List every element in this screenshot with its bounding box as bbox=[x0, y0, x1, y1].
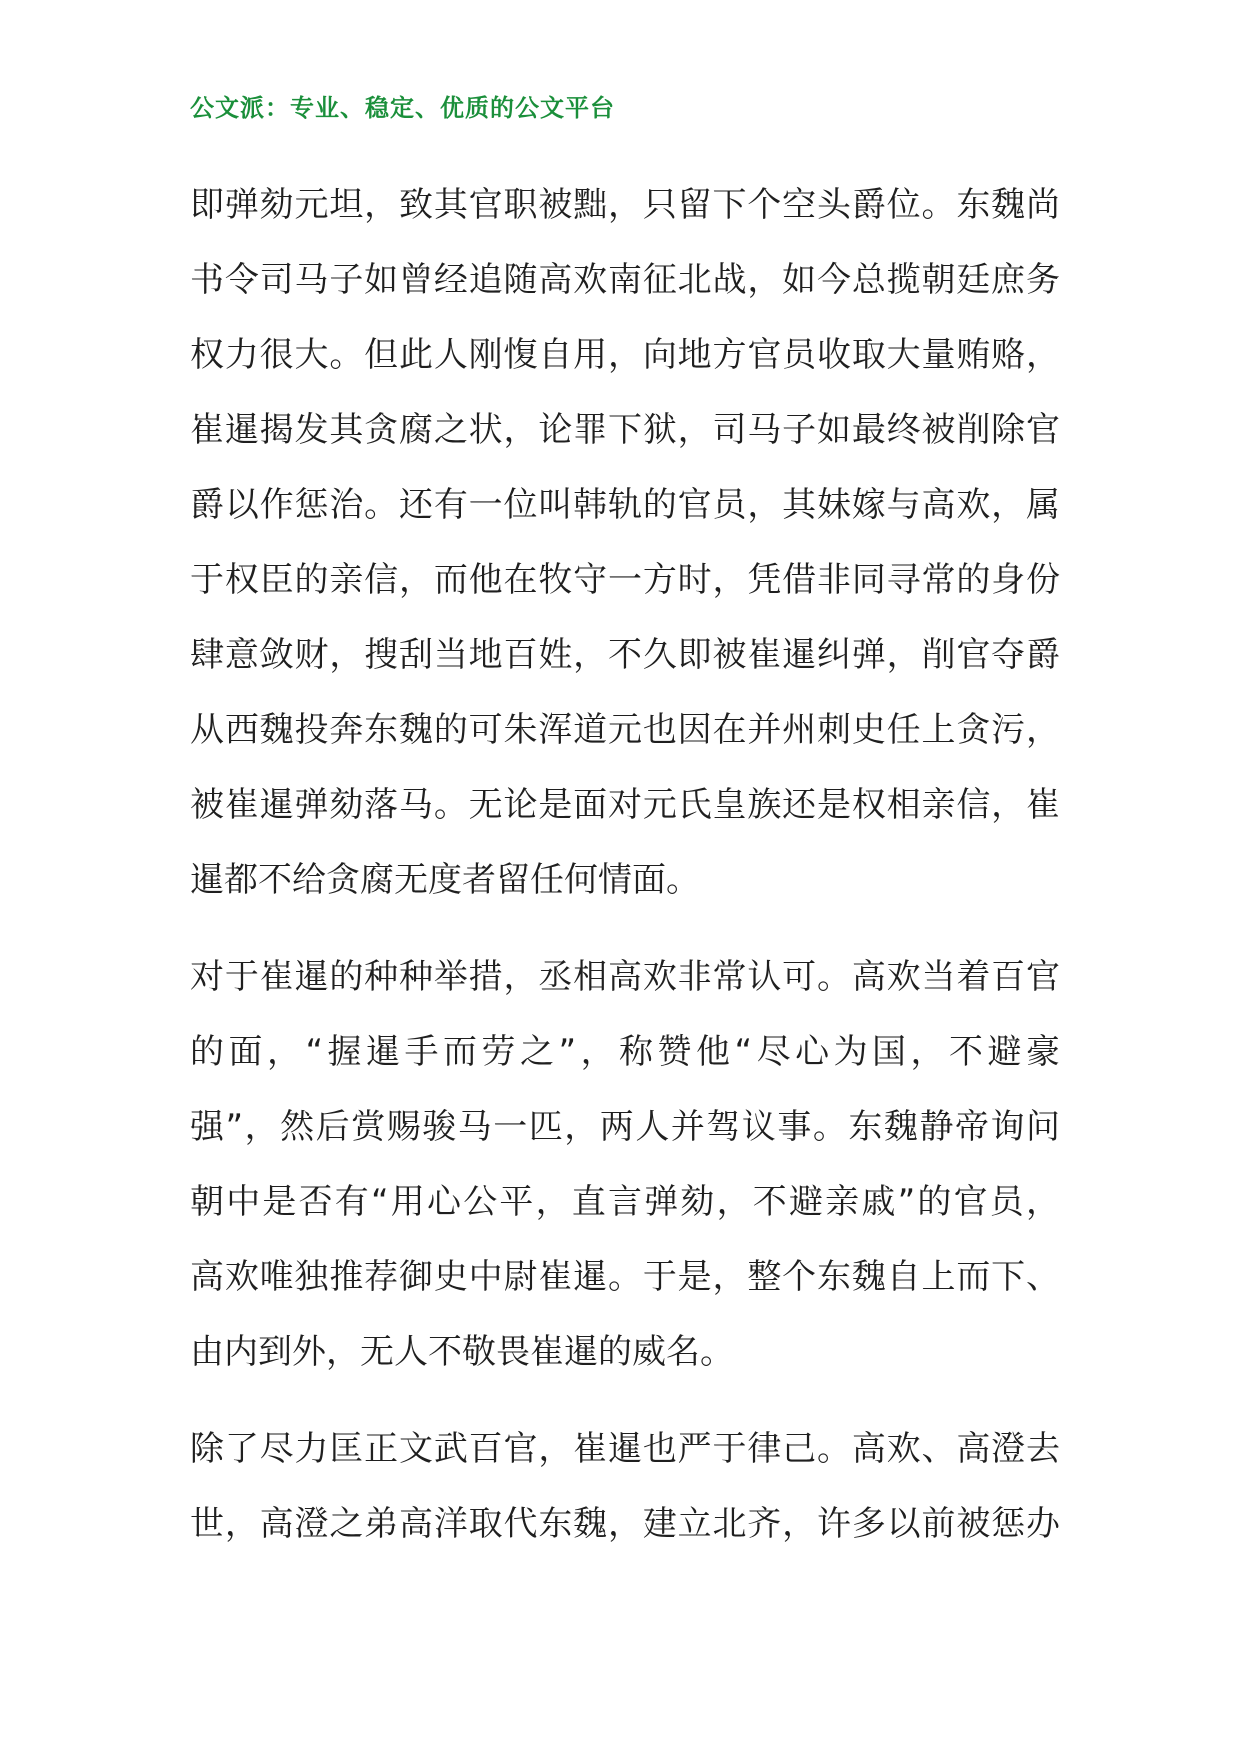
paragraph-3 bbox=[190, 1412, 1060, 1562]
text-line: 爵以作惩治。还有一位叫韩轨的官员，其妹嫁与高欢，属 bbox=[190, 485, 1060, 525]
text-line: 世，高澄之弟高洋取代东魏，建立北齐，许多以前被惩办 bbox=[190, 1504, 1060, 1544]
article-body bbox=[190, 168, 1060, 1584]
site-header-title: 公文派：专业、稳定、优质的公文平台 bbox=[190, 94, 615, 122]
text-line: 从西魏投奔东魏的可朱浑道元也因在并州刺史任上贪污， bbox=[190, 710, 1060, 750]
text-line: 除了尽力匡正文武百官，崔暹也严于律己。高欢、高澄去 bbox=[190, 1429, 1060, 1469]
paragraph-2 bbox=[190, 940, 1060, 1390]
text-line: 高欢唯独推荐御史中尉崔暹。于是，整个东魏自上而下、 bbox=[190, 1257, 1060, 1297]
text-line: 强”，然后赏赐骏马一匹，两人并驾议事。东魏静帝询问 bbox=[190, 1107, 1060, 1147]
text-line: 权力很大。但此人刚愎自用，向地方官员收取大量贿赂， bbox=[190, 335, 1060, 375]
text-line: 由内到外，无人不敬畏崔暹的威名。 bbox=[190, 1332, 734, 1372]
text-line: 于权臣的亲信，而他在牧守一方时，凭借非同寻常的身份 bbox=[190, 560, 1060, 600]
text-line: 被崔暹弹劾落马。无论是面对元氏皇族还是权相亲信，崔 bbox=[190, 785, 1060, 825]
text-line: 对于崔暹的种种举措，丞相高欢非常认可。高欢当着百官 bbox=[190, 957, 1060, 997]
text-line: 即弹劾元坦，致其官职被黜，只留下个空头爵位。东魏尚 bbox=[190, 185, 1060, 225]
text-line: 肆意敛财，搜刮当地百姓，不久即被崔暹纠弹，削官夺爵 bbox=[190, 635, 1060, 675]
text-line: 书令司马子如曾经追随高欢南征北战，如今总揽朝廷庶务 bbox=[190, 260, 1060, 300]
text-line: 朝中是否有“用心公平，直言弹劾，不避亲戚”的官员， bbox=[190, 1182, 1060, 1222]
text-line: 暹都不给贪腐无度者留任何情面。 bbox=[190, 860, 700, 900]
text-line: 崔暹揭发其贪腐之状，论罪下狱，司马子如最终被削除官 bbox=[190, 410, 1060, 450]
paragraph-1 bbox=[190, 168, 1060, 918]
text-line: 的面，“握暹手而劳之”，称赞他“尽心为国，不避豪 bbox=[190, 1032, 1060, 1072]
